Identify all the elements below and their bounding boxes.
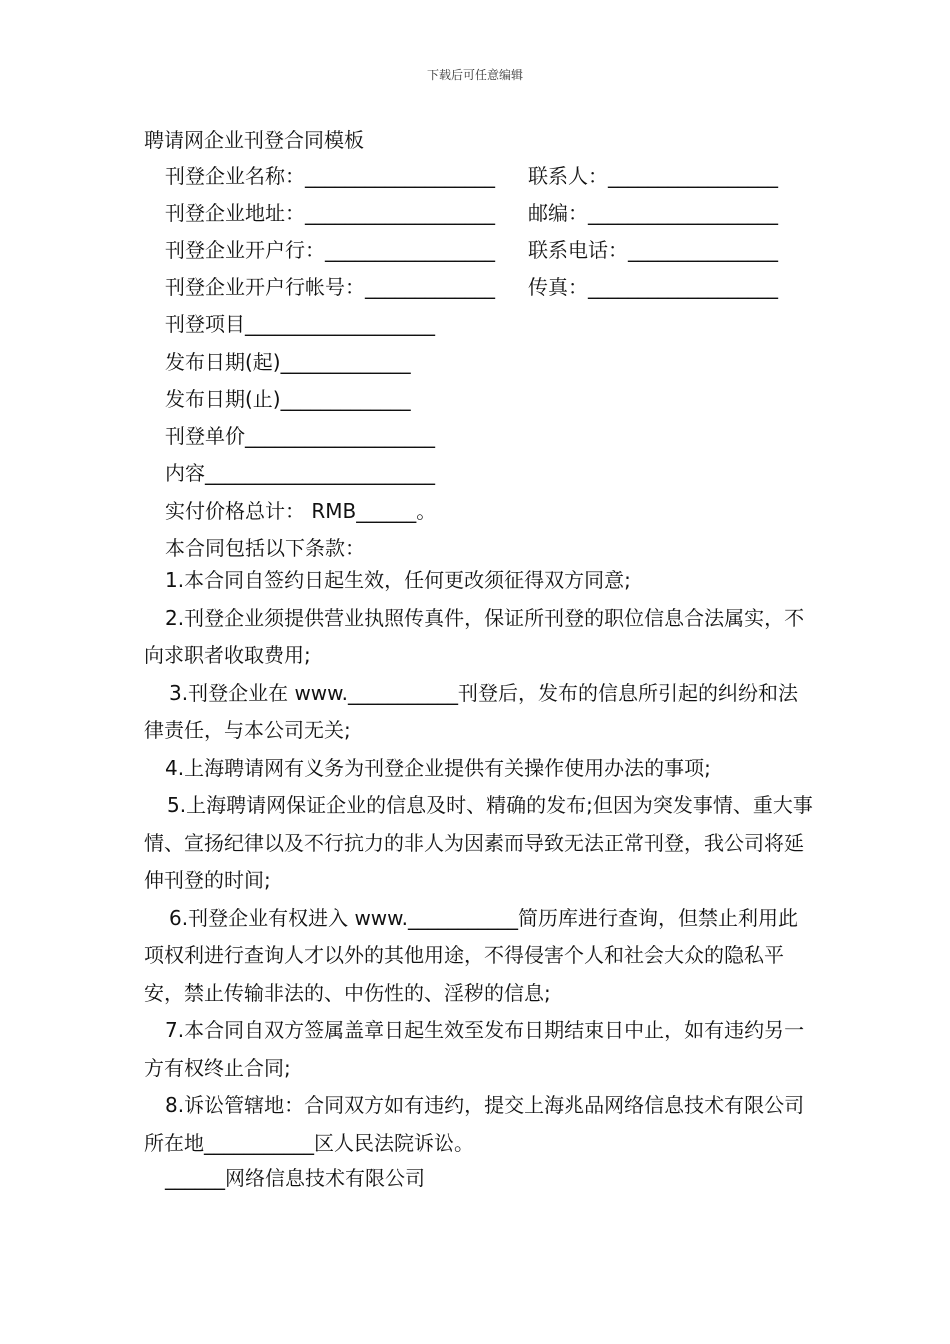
field-company-name: 刊登企业名称：___________________ xyxy=(165,164,495,188)
clause-6: 6.刊登企业有权进入 www.___________简历库进行查询，但禁止利用此项权利进行查询人才以外的其他用途，不得侵害个人和社会大众的隐私平安，禁止传输非法的、中伤性的、淫秽的信息; xyxy=(144,905,799,1005)
page-header: 下载后可任意编辑 xyxy=(426,68,523,82)
item-content: 内容_______________________ xyxy=(165,461,435,485)
field-row xyxy=(165,234,778,263)
item-start-date: 发布日期(起)_____________ xyxy=(165,350,411,374)
clause-3: 3.刊登企业在 www.___________刊登后，发布的信息所引起的纠纷和法律责任，与本公司无关; xyxy=(144,680,799,742)
signature-line: ______网络信息技术有限公司 xyxy=(165,1166,425,1190)
field-phone: 联系电话：_______________ xyxy=(528,238,778,262)
clause-4: 4.上海聘请网有义务为刊登企业提供有关操作使用办法的事项; xyxy=(165,755,711,780)
item-total-price: 实付价格总计： RMB______。 xyxy=(165,499,437,523)
field-bank-account: 刊登企业开户行帐号：_____________ xyxy=(165,275,495,299)
item-project: 刊登项目___________________ xyxy=(165,312,435,336)
clause-2: 2.刊登企业须提供营业执照传真件，保证所刊登的职位信息合法属实，不向求职者收取费用; xyxy=(144,605,805,667)
clause-1: 1.本合同自签约日起生效，任何更改须征得双方同意; xyxy=(165,568,631,592)
field-row xyxy=(165,160,778,189)
item-unit-price: 刊登单价___________________ xyxy=(165,424,435,448)
clause-5: 5.上海聘请网保证企业的信息及时、精确的发布;但因为突发事情、重大事情、宣扬纪律以及不行抗力的非人为因素而导致无法正常刊登，我公司将延伸刊登的时间; xyxy=(144,793,813,892)
field-bank: 刊登企业开户行：_________________ xyxy=(165,238,495,262)
field-fax: 传真：___________________ xyxy=(528,275,778,299)
clause-7: 7.本合同自双方签属盖章日起生效至发布日期结束日中止，如有违约另一方有权终止合同; xyxy=(144,1018,805,1080)
field-contact: 联系人：_________________ xyxy=(528,164,778,188)
clause-8: 8.诉讼管辖地：合同双方如有违约，提交上海兆品网络信息技术有限公司所在地___________区人民法院诉讼。 xyxy=(144,1093,805,1155)
contract-clauses xyxy=(144,562,814,1162)
field-row xyxy=(165,271,778,300)
document-title: 聘请网企业刊登合同模板 xyxy=(144,128,364,152)
field-company-address: 刊登企业地址：___________________ xyxy=(165,201,495,225)
clauses-intro: 本合同包括以下条款： xyxy=(165,536,365,560)
item-end-date: 发布日期(止)_____________ xyxy=(165,387,411,411)
field-postcode: 邮编：___________________ xyxy=(528,201,778,225)
field-row xyxy=(165,197,778,226)
